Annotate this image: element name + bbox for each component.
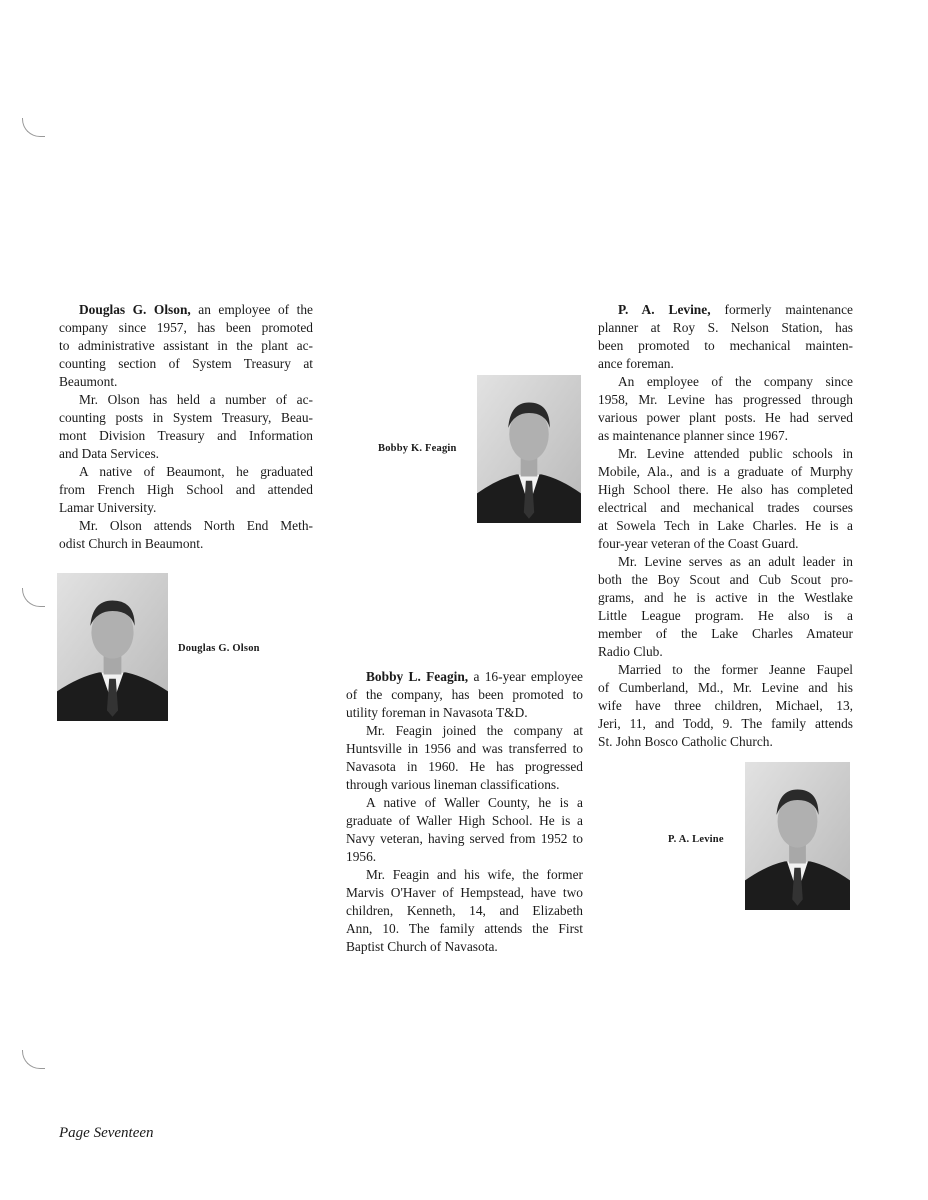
text-line: as maintenance planner since 1967. xyxy=(598,428,788,443)
photo-bobby-feagin xyxy=(477,375,581,523)
text-line: graduate of Waller High School. He is a xyxy=(346,813,583,828)
text-line: to administrative assistant in the plant ac- xyxy=(59,338,313,353)
binder-hole-mark xyxy=(22,1050,45,1069)
text-line: A native of Beaumont, he graduated xyxy=(79,464,313,479)
text-line: children, Kenneth, 14, and Elizabeth xyxy=(346,903,583,918)
text-line: Radio Club. xyxy=(598,644,663,659)
text-line: and Data Services. xyxy=(59,446,160,461)
text-line: Baptist Church of Navasota. xyxy=(346,939,498,954)
text-line: Mr. Olson has held a number of ac- xyxy=(79,392,313,407)
page-number: Page Seventeen xyxy=(59,1125,154,1141)
article-olson xyxy=(59,301,313,553)
text-line: of Cumberland, Md., Mr. Levine and his xyxy=(598,680,853,695)
text-line: electrical and mechanical trades courses xyxy=(598,500,853,515)
text-line: ance foreman. xyxy=(598,356,674,371)
text-line: Huntsville in 1956 and was transferred to xyxy=(346,741,583,756)
text-line: from French High School and attended xyxy=(59,482,313,497)
text-line: Marvis O'Haver of Hempstead, have two xyxy=(346,885,583,900)
text-line: counting section of System Treasury at xyxy=(59,356,313,371)
binder-hole-mark xyxy=(22,588,45,607)
text-line: grams, and he is active in the Westlake xyxy=(598,590,853,605)
text-line: High School there. He also has completed xyxy=(598,482,853,497)
text-line: through various lineman classifications. xyxy=(346,777,560,792)
text-line: Mr. Olson attends North End Meth- xyxy=(79,518,313,533)
text-line: at Sowela Tech in Lake Charles. He is a xyxy=(598,518,853,533)
photo-douglas-olson xyxy=(57,573,168,721)
text-line: Douglas G. Olson, an employee of the xyxy=(79,302,313,317)
text-line: been promoted to mechanical mainten- xyxy=(598,338,853,353)
text-line: member of the Lake Charles Amateur xyxy=(598,626,853,641)
text-line: An employee of the company since xyxy=(618,374,853,389)
text-line: A native of Waller County, he is a xyxy=(366,795,583,810)
caption-feagin: Bobby K. Feagin xyxy=(378,443,457,454)
text-line: wife have three children, Michael, 13, xyxy=(598,698,853,713)
article-levine xyxy=(598,301,853,751)
text-line: various power plant posts. He had served xyxy=(598,410,853,425)
text-line: Navy veteran, having served from 1952 to xyxy=(346,831,583,846)
text-line: Lamar University. xyxy=(59,500,157,515)
photo-pa-levine xyxy=(745,762,850,910)
text-line: 1956. xyxy=(346,849,377,864)
text-line: mont Division Treasury and Information xyxy=(59,428,313,443)
text-line: Mr. Levine serves as an adult leader in xyxy=(618,554,853,569)
text-line: company since 1957, has been promoted xyxy=(59,320,313,335)
text-line: Mr. Feagin joined the company at xyxy=(366,723,583,738)
caption-levine: P. A. Levine xyxy=(668,834,724,845)
text-line: Jeri, 11, and Todd, 9. The family attends xyxy=(598,716,853,731)
text-line: both the Boy Scout and Cub Scout pro- xyxy=(598,572,853,587)
text-line: P. A. Levine, formerly maintenance xyxy=(618,302,853,317)
text-line: Mr. Levine attended public schools in xyxy=(618,446,853,461)
text-line: Little League program. He also is a xyxy=(598,608,853,623)
text-line: Beaumont. xyxy=(59,374,118,389)
text-line: Mr. Feagin and his wife, the former xyxy=(366,867,583,882)
text-line: four-year veteran of the Coast Guard. xyxy=(598,536,799,551)
text-line: Married to the former Jeanne Faupel xyxy=(618,662,853,677)
text-line: of the company, has been promoted to xyxy=(346,687,583,702)
article-feagin xyxy=(346,668,583,956)
text-line: 1958, Mr. Levine has progressed through xyxy=(598,392,853,407)
binder-hole-mark xyxy=(22,118,45,137)
text-line: utility foreman in Navasota T&D. xyxy=(346,705,528,720)
text-line: Ann, 10. The family attends the First xyxy=(346,921,583,936)
text-line: St. John Bosco Catholic Church. xyxy=(598,734,773,749)
text-line: counting posts in System Treasury, Beau- xyxy=(59,410,313,425)
text-line: Navasota in 1960. He has progressed xyxy=(346,759,583,774)
text-line: Bobby L. Feagin, a 16-year employee xyxy=(366,669,583,684)
text-line: Mobile, Ala., and is a graduate of Murphy xyxy=(598,464,853,479)
text-line: odist Church in Beaumont. xyxy=(59,536,204,551)
text-line: planner at Roy S. Nelson Station, has xyxy=(598,320,853,335)
caption-olson: Douglas G. Olson xyxy=(178,643,260,654)
